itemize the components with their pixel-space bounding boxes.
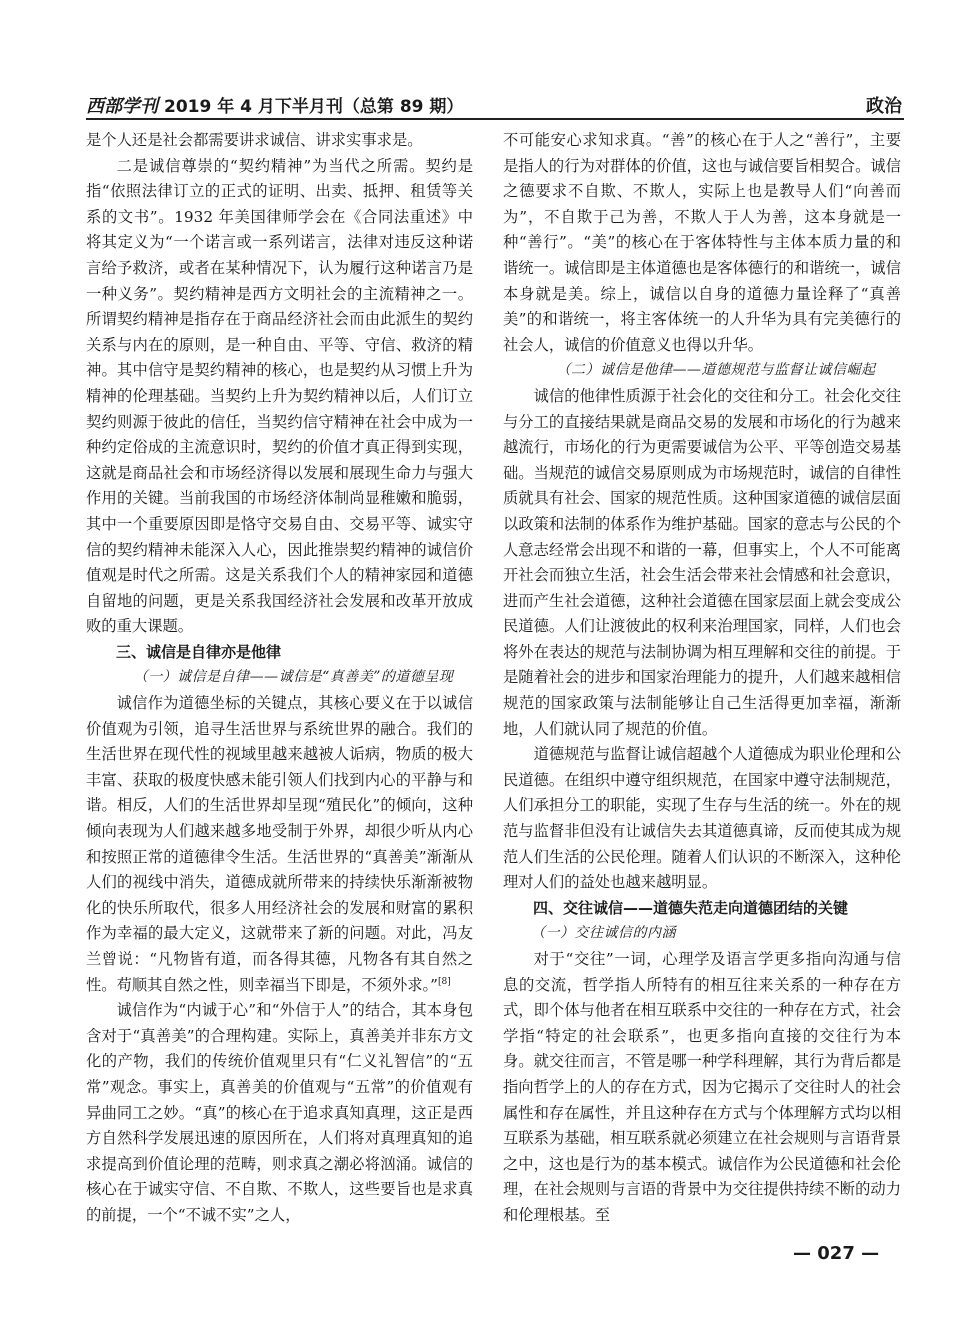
journal-issue: 2019 年 4 月下半月刊（总第 89 期） <box>164 97 464 117</box>
journal-title <box>86 92 463 118</box>
paragraph: 二是诚信尊崇的“契约精神”为当代之所需。契约是指“依照法律订立的正式的证明、出卖、抵押、租赁等关系的文书”。1932 年美国律师学会在《合同法重述》中将其定义为“一个诺言或一系列诺言，法律对违反这种诺言给予救济，或者在某种情况下，认为履行这种诺言乃是一种义务”。契约精神是西方文明社会的主流精神之一。所谓契约精神是指存在于商品经济社会而由此派生的契约关系与内在的原则，是一种自由、平等、守信、救济的精神。其中信守是契约精神的核心，也是契约从习惯上升为精神的伦理基础。当契约上升为契约精神以后，人们订立契约则源于彼此的信任，当契约信守精神在社会中成为一种约定俗成的主流意识时，契约的价值才真正得到实现，这就是商品社会和市场经济得以发展和展现生命力与强大作用的关键。当前我国的市场经济体制尚显稚嫩和脆弱，其中一个重要原因即是恪守交易自由、交易平等、诚实守信的契约精神未能深入人心，因此推崇契约精神的诚信价值观是时代之所需。这是关系我们个人的精神家园和道德自留地的问题，更是关系我国经济社会发展和改革开放成败的重大课题。 <box>86 156 473 636</box>
paragraph: 不可能安心求知求真。“善”的核心在于人之“善行”，主要是指人的行为对群体的价值，这也与诚信要旨相契合。诚信之德要求不自欺、不欺人，实际上也是教导人们“向善而为”，不自欺于己为善，不欺人于人为善，这本身就是一种“善行”。“美”的核心在于客体特性与主体本质力量的和谐统一。诚信即是主体道德也是客体德行的和谐统一，诚信本身就是美。综上，诚信以自身的道德力量诠释了“真善美”的和谐统一，将主客体统一的人升华为具有完美德行的社会人，诚信的价值意义也得以升华。 <box>503 131 901 354</box>
left-column <box>86 128 473 1229</box>
section-heading: 三、诚信是自律亦是他律 <box>116 642 282 661</box>
paragraph: 道德规范与监督让诚信超越个人道德成为职业伦理和公民道德。在组织中遵守组织规范，在国家中遵守法制规范，人们承担分工的职能，实现了生存与生活的统一。外在的规范与监督非但没有让诚信失去其道德真谛，反而使其成为规范人们生活的公民伦理。随着人们认识的不断深入，这种伦理对人们的益处也越来越明显。 <box>503 745 901 892</box>
subsection-heading: （一）交往诚信的内涵 <box>531 925 676 942</box>
paragraph-text: 诚信作为道德坐标的关键点，其核心要义在于以诚信价值观为引领，追寻生活世界与系统世界的融合。我们的生活世界在现代性的视域里越来越被人诟病，物质的极大丰富、获取的极度快感未能引领人们找到内心的平静与和谐。相反，人们的生活世界却呈现“殖民化”的倾向，这种倾向表现为人们越来越多地受制于外界，却很少听从内心和按照正常的道德律令生活。生活世界的“真善美”渐渐从人们的视线中消失，道德成就所带来的持续快乐渐渐被物化的快乐所取代，很多人用经济社会的发展和财富的累积作为幸福的最大定义，这就带来了新的问题。对此，冯友兰曾说：“凡物皆有道，而各得其德，凡物各有其自然之性。苟顺其自然之性，则幸福当下即是，不须外求。” <box>86 694 473 994</box>
section-heading: 四、交往诚信——道德失范走向道德团结的关键 <box>533 898 849 917</box>
subsection-heading: （二）诚信是他律——道德规范与监督让诚信崛起 <box>556 362 876 379</box>
page-number: — 027 — <box>793 1243 880 1264</box>
paragraph: 对于“交往”一词，心理学及语言学更多指向沟通与信息的交流，哲学指人所特有的相互往来关系的一种存在方式，即个体与他者在相互联系中交往的一种存在方式，社会学指“特定的社会联系”，也更多指向直接的交往行为本身。就交往而言，不管是哪一种学科理解，其行为背后都是指向哲学上的人的存在方式，因为它揭示了交往时人的社会属性和存在属性，并且这种存在方式与个体理解方式均以相互联系为基础，相互联系就必须建立在社会规则与言语背景之中，这也是行为的基本模式。诚信作为公民道德和社会伦理，在社会规则与言语的背景中为交往提供持续不断的动力和伦理根基。至 <box>503 950 901 1224</box>
journal-logo: 西部学刊 <box>86 96 158 117</box>
paragraph <box>86 691 473 998</box>
right-column <box>503 128 901 1229</box>
section-label: 政治 <box>866 96 902 117</box>
subsection-heading: （一）诚信是自律——诚信是“真善美”的道德呈现 <box>133 669 454 686</box>
paragraph: 诚信的他律性质源于社会化的交往和分工。社会化交往与分工的直接结果就是商品交易的发展和市场化的行为越来越流行，市场化的行为更需要诚信为公平、平等创造交易基础。当规范的诚信交易原则成为市场规范时，诚信的自律性质就具有社会、国家的规范性质。这种国家道德的诚信层面以政策和法制的体系作为维护基础。国家的意志与公民的个人意志经常会出现不和谐的一幕，但事实上，个人不可能离开社会而独立生活，社会生活会带来社会情感和社会意识，进而产生社会道德，这种社会道德在国家层面上就会变成公民道德。人们让渡彼此的权利来治理国家，同样，人们也会将外在表达的规范与法制协调为相互理解和交往的前提。于是随着社会的进步和国家治理能力的提升，人们越来越相信规范的国家政策与法制能够让自己生活得更加幸福，渐渐地，人们就认同了规范的价值。 <box>503 386 901 738</box>
paragraph: 诚信作为“内诚于心”和“外信于人”的结合，其本身包含对于“真善美”的合理构建。实际上，真善美并非东方文化的产物，我们的传统价值观里只有“仁义礼智信”的“五常”观念。事实上，真善美的价值观与“五常”的价值观有异曲同工之妙。“真”的核心在于追求真知真理，这正是西方自然科学发展迅速的原因所在，人们将对真理真知的追求提高到价值论理的范畴，则求真之潮必将汹涌。诚信的核心在于诚实守信、不自欺、不欺人，这些要旨也是求真的前提，一个“不诚不实”之人， <box>86 1001 473 1224</box>
running-header <box>86 88 904 120</box>
paragraph: 是个人还是社会都需要讲求诚信、讲求实事求是。 <box>86 131 423 149</box>
citation-ref: [8] <box>438 976 451 987</box>
